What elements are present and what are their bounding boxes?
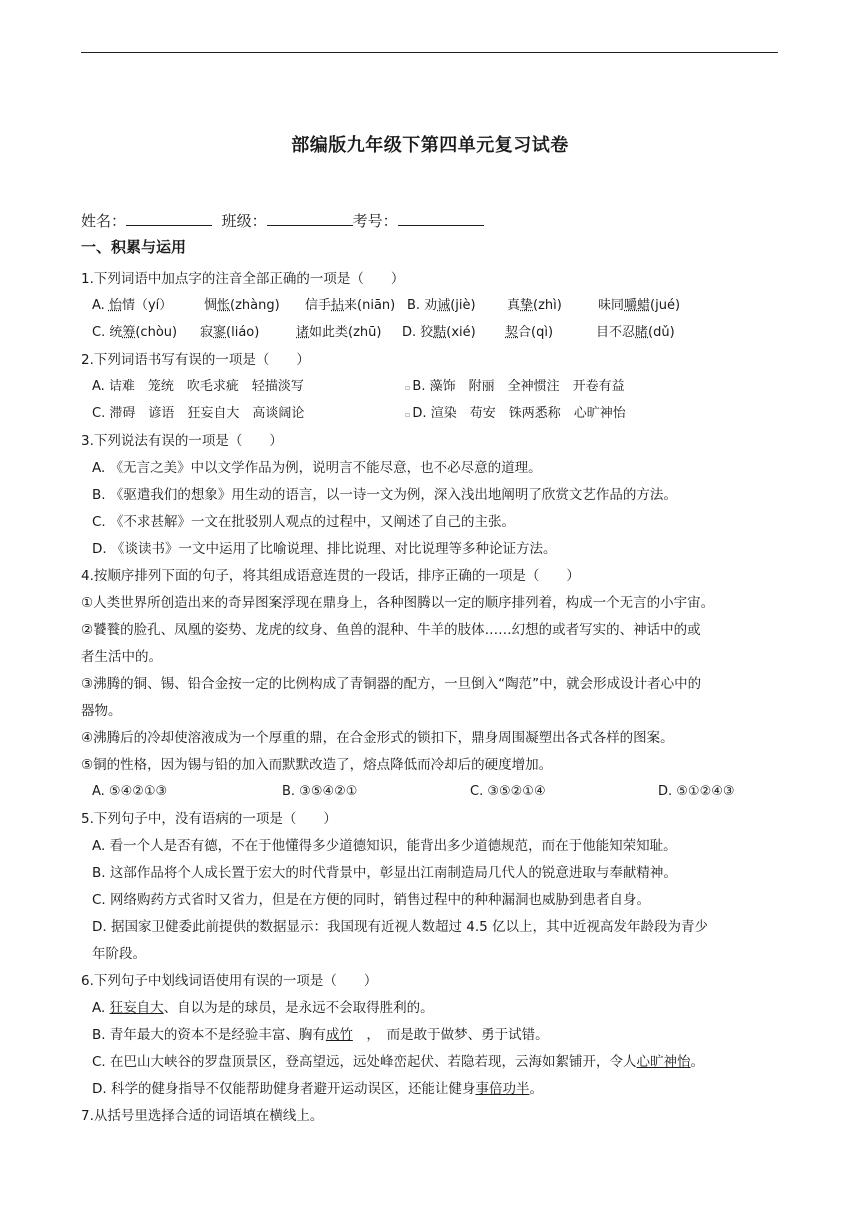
- q2-option-a: A. 诘难 笼统 吹毛求疵 轻描淡写: [92, 379, 304, 394]
- q1-option-c2: 寂寥(liáo): [200, 325, 260, 340]
- q4-sentence-4: ④沸腾后的冷却使溶液成为一个厚重的鼎，在合金形式的锁扣下，鼎身周围凝塑出各式各样的图案。: [81, 730, 674, 746]
- class-label: 班级：: [221, 212, 267, 230]
- page-title: 部编版九年级下第四单元复习试卷: [291, 135, 569, 156]
- q5-option-a: A. 看一个人是否有德，不在于他懂得多少道德知识，能背出多少道德规范，而在于他能知荣知耻。: [92, 838, 677, 854]
- q4-option-c: C. ③⑤②①④: [470, 784, 546, 799]
- q3-option-a: A. 《无言之美》中以文学作品为例，说明言不能尽意，也不必尽意的道理。: [92, 460, 542, 476]
- q3-stem: 3.下列说法有误的一项是（ ）: [81, 433, 283, 449]
- q6-option-b: B. 青年最大的资本不是经验丰富、胸有成竹 ， 而是敢于做梦、勇于试错。: [92, 1027, 549, 1043]
- q1-option-d2: 契合(qì): [505, 325, 554, 340]
- q4-sentence-3-cont: 器物。: [81, 703, 122, 719]
- q1-option-b1: B. 劝诫(jiè): [407, 298, 476, 313]
- student-info: [81, 210, 484, 231]
- q2-option-d: ▫ D. 渲染 苟安 铢两悉称 心旷神怡: [405, 406, 626, 421]
- q3-option-c: C. 《不求甚解》一文在批驳别人观点的过程中，又阐述了自己的主张。: [92, 514, 516, 530]
- q4-sentence-5: ⑤铜的性格，因为锡与铅的加入而默默改造了，熔点降低而冷却后的硬度增加。: [81, 757, 553, 773]
- q1-option-a1: A. 怡情（yí）: [92, 298, 173, 313]
- q5-option-c: C. 网络购药方式省时又省力，但是在方便的同时，销售过程中的种种漏洞也威胁到患者自身。: [92, 892, 651, 908]
- q6-option-c: C. 在巴山大峡谷的罗盘顶景区，登高望远，远处峰峦起伏、若隐若现，云海如絮铺开，令人心旷神怡。: [92, 1054, 705, 1070]
- q5-option-d: D. 据国家卫健委此前提供的数据显示：我国现有近视人数超过 4.5 亿以上，其中近视高发年龄段为青少: [92, 919, 709, 935]
- name-label: 姓名：: [81, 212, 127, 230]
- q4-sentence-3: ③沸腾的铜、锡、铅合金按一定的比例构成了青铜器的配方，一旦倒入“陶范”中，就会形成设计者心中的: [81, 676, 702, 692]
- q1-option-a2: 惆怅(zhàng): [204, 298, 280, 313]
- number-blank: [398, 211, 484, 226]
- q1-stem: 1.下列词语中加点字的注音全部正确的一项是（ ）: [81, 271, 405, 287]
- q1-option-b3: 味同嚼蜡(jué): [598, 298, 681, 313]
- name-blank: [126, 211, 212, 226]
- q6-option-a: A. 狂妄自大、自以为是的球员，是永远不会取得胜利的。: [92, 1000, 434, 1016]
- section-heading: 一、积累与运用: [81, 238, 187, 256]
- q4-stem: 4.按顺序排列下面的句子，将其组成语意连贯的一段话，排序正确的一项是（ ）: [81, 568, 580, 584]
- q4-option-d: D. ⑤①②④③: [658, 784, 735, 799]
- q5-option-d-cont: 年阶段。: [92, 946, 146, 962]
- q1-option-d3: 目不忍睹(dǔ): [596, 325, 675, 340]
- q4-sentence-1: ①人类世界所创造出来的奇异图案浮现在鼎身上，各种图腾以一定的顺序排列着，构成一个无言的小宇宙。: [81, 595, 715, 611]
- header-rule: [81, 52, 778, 53]
- q4-option-a: A. ⑤④②①③: [92, 784, 168, 799]
- q1-option-c3: 诸如此类(zhū): [296, 325, 382, 340]
- q1-option-d1: D. 狡黠(xié): [402, 325, 476, 340]
- class-blank: [267, 211, 353, 226]
- q1-option-c1: C. 统筹(chòu): [92, 325, 178, 340]
- q3-option-b: B. 《驱遣我们的想象》用生动的语言，以一诗一文为例，深入浅出地阐明了欣赏文艺作品的方法。: [92, 487, 677, 503]
- q2-option-b: ▫ B. 藻饰 附丽 全神惯注 开卷有益: [405, 379, 625, 394]
- q5-stem: 5.下列句子中，没有语病的一项是（ ）: [81, 811, 337, 827]
- q2-stem: 2.下列词语书写有误的一项是（ ）: [81, 352, 310, 368]
- q5-option-b: B. 这部作品将个人成长置于宏大的时代背景中，彰显出江南制造局几代人的锐意进取与奉献精神。: [92, 865, 677, 881]
- q4-sentence-2: ②饕餮的脸孔、凤凰的姿势、龙虎的纹身、鱼兽的混种、牛羊的肢体……幻想的或者写实的、神话中的或: [81, 622, 701, 638]
- q2-option-c: C. 滞碍 谚语 狂妄自大 高谈阔论: [92, 406, 305, 421]
- q6-stem: 6.下列句子中划线词语使用有误的一项是（ ）: [81, 973, 378, 989]
- q4-sentence-2-cont: 者生活中的。: [81, 649, 162, 665]
- q6-option-d: D. 科学的健身指导不仅能帮助健身者避开运动误区，还能让健身事倍功半。: [92, 1081, 543, 1097]
- number-label: 考号：: [352, 212, 398, 230]
- q4-option-b: B. ③⑤④②①: [282, 784, 358, 799]
- q1-option-b2: 真挚(zhì): [507, 298, 562, 313]
- q3-option-d: D. 《谈读书》一文中运用了比喻说理、排比说理、对比说理等多种论证方法。: [92, 541, 557, 557]
- q7-stem: 7.从括号里选择合适的词语填在横线上。: [81, 1108, 324, 1124]
- q1-option-a3: 信手拈来(niān): [305, 298, 396, 313]
